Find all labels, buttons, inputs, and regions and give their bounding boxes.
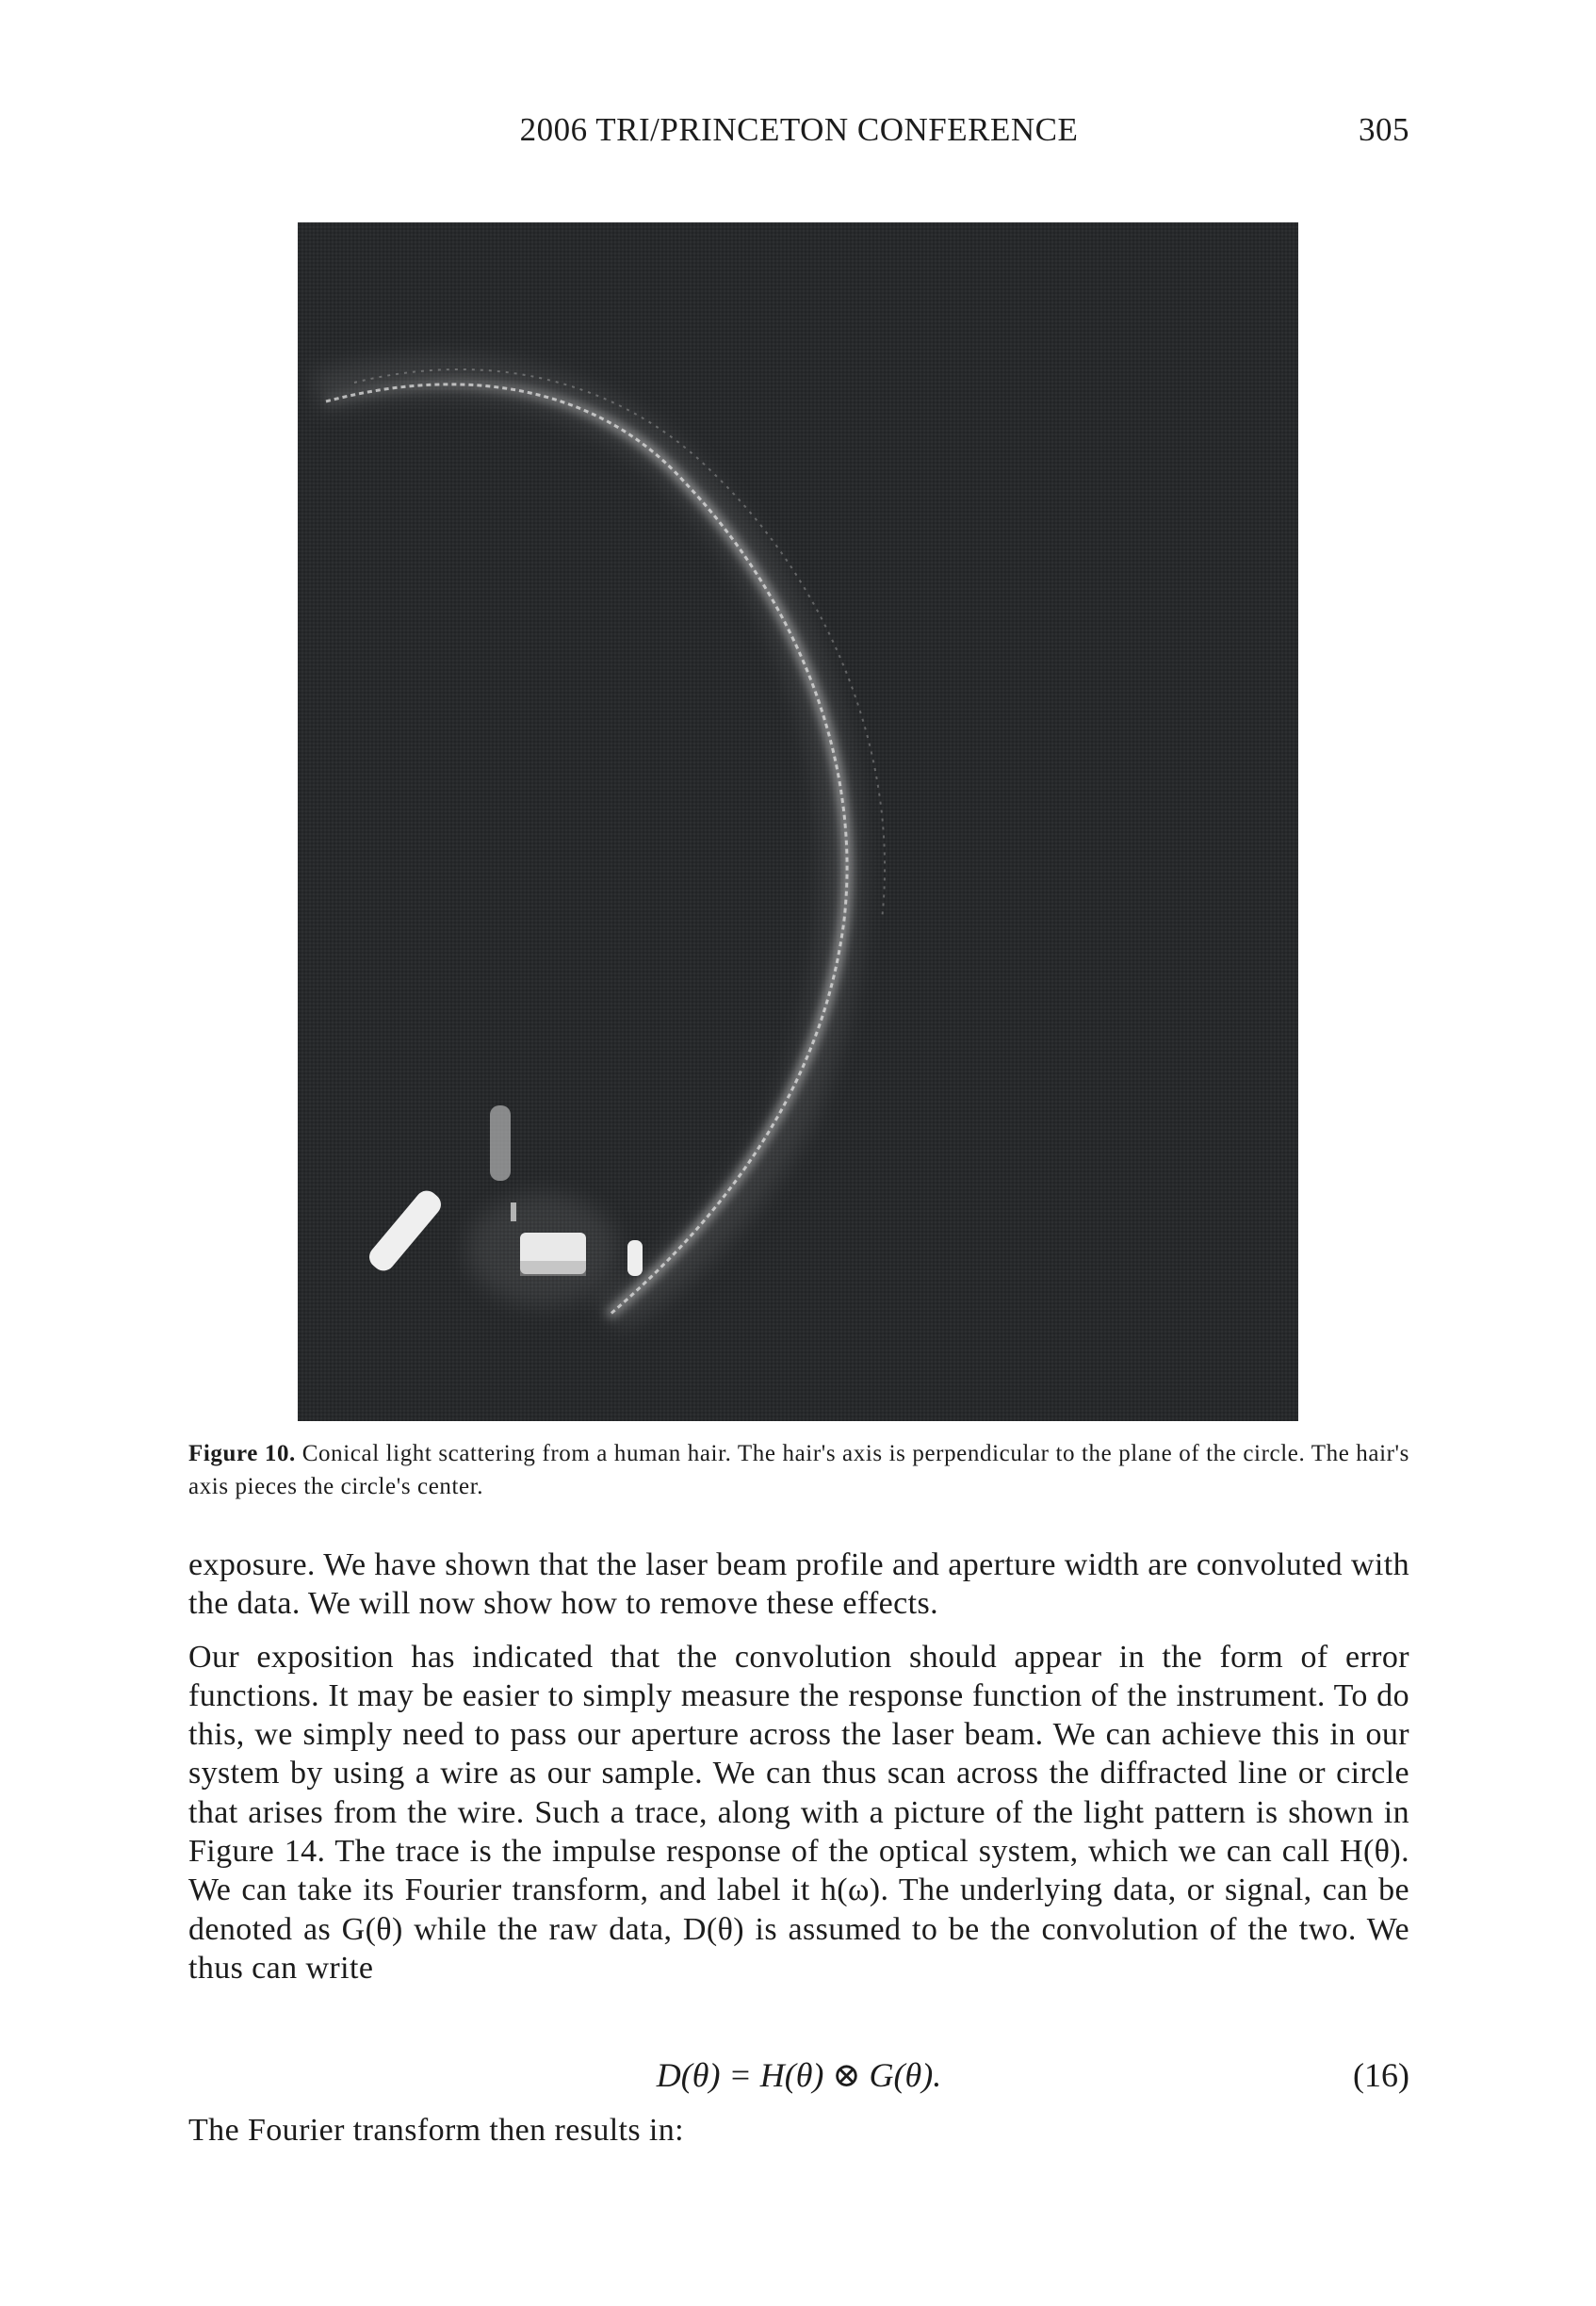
page-number: 305 — [1359, 111, 1409, 148]
equation-number: (16) — [1353, 2056, 1409, 2094]
closing-line: The Fourier transform then results in: — [188, 2113, 685, 2148]
figure-caption-text: Conical light scattering from a human hair. The hair's axis is perpendicular to the plane of the circle. The hair's axis pieces the circle's center. — [188, 1441, 1409, 1499]
photo-background — [298, 222, 1298, 1421]
figure-label: Figure 10. — [188, 1441, 296, 1466]
page-header — [188, 111, 1409, 158]
equation-16 — [188, 2055, 1409, 2101]
figure-caption — [188, 1437, 1409, 1503]
paragraph-2: Our exposition has indicated that the convolution should appear in the form of error functions. It may be easier to simply measure the response function of the instrument. To do this, we simply need to pass our aperture across the laser beam. We can achieve this in our system by using a wire as our sample. We can thus scan across the diffracted line or circle that arises from the wire. Such a trace, along with a picture of the light pattern is shown in Figure 14. The trace is the impulse response of the optical system, which we can call H(θ). We can take its Fourier transform, and label it h(ω). The underlying data, or signal, can be denoted as G(θ) while the raw data, D(θ) is assumed to be the convolution of the two. We thus can write — [188, 1639, 1409, 1986]
equation-expression: D(θ) = H(θ) ⊗ G(θ). — [656, 2056, 942, 2094]
body-text — [188, 1546, 1409, 1987]
running-title: 2006 TRI/PRINCETON CONFERENCE — [519, 111, 1079, 148]
figure-photo — [298, 222, 1298, 1421]
paragraph-1: exposure. We have shown that the laser beam profile and aperture width are convoluted with the data. We will now show how to remove these effects. — [188, 1547, 1409, 1622]
